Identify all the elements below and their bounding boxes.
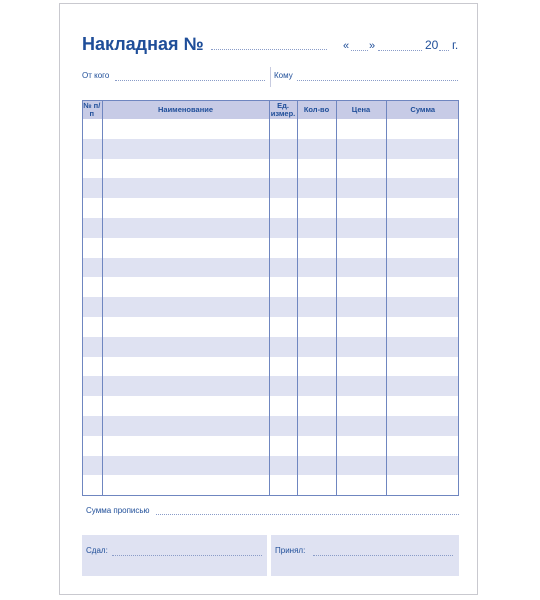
- table-cell[interactable]: [82, 456, 102, 476]
- table-cell[interactable]: [297, 277, 336, 297]
- table-cell[interactable]: [269, 317, 297, 337]
- table-cell[interactable]: [336, 357, 386, 377]
- table-cell[interactable]: [297, 416, 336, 436]
- date-year-field[interactable]: [439, 50, 449, 51]
- table-cell[interactable]: [82, 357, 102, 377]
- table-cell[interactable]: [386, 277, 459, 297]
- table-cell[interactable]: [336, 396, 386, 416]
- table-cell[interactable]: [102, 218, 269, 238]
- from-to-divider: [270, 67, 271, 87]
- table-row: [82, 396, 459, 416]
- date-open-quote: «: [343, 40, 350, 52]
- table-cell[interactable]: [336, 297, 386, 317]
- table-cell[interactable]: [297, 198, 336, 218]
- date-month-field[interactable]: [378, 50, 422, 51]
- to-label: Кому: [274, 71, 293, 80]
- table-cell[interactable]: [386, 376, 459, 396]
- table-cell[interactable]: [297, 178, 336, 198]
- year-suffix: г.: [452, 38, 459, 52]
- table-cell[interactable]: [82, 277, 102, 297]
- table-row: [82, 178, 459, 198]
- table-cell[interactable]: [386, 178, 459, 198]
- table-cell[interactable]: [102, 317, 269, 337]
- handed-signature-box[interactable]: [82, 535, 267, 576]
- table-cell[interactable]: [386, 119, 459, 139]
- table-cell[interactable]: [297, 119, 336, 139]
- table-cell[interactable]: [386, 396, 459, 416]
- table-cell[interactable]: [297, 139, 336, 159]
- table-cell[interactable]: [386, 218, 459, 238]
- table-row: [82, 317, 459, 337]
- table-row: [82, 416, 459, 436]
- table-cell[interactable]: [336, 337, 386, 357]
- table-cell[interactable]: [297, 238, 336, 258]
- table-cell[interactable]: [269, 436, 297, 456]
- table-cell[interactable]: [82, 159, 102, 179]
- table-cell[interactable]: [269, 218, 297, 238]
- table-cell[interactable]: [336, 376, 386, 396]
- table-cell[interactable]: [82, 297, 102, 317]
- table-cell[interactable]: [82, 396, 102, 416]
- table-cell[interactable]: [102, 258, 269, 278]
- table-cell[interactable]: [82, 238, 102, 258]
- col-header-unit: Ед. измер.: [270, 100, 296, 118]
- table-row: [82, 475, 459, 495]
- table-cell[interactable]: [269, 238, 297, 258]
- table-cell[interactable]: [82, 416, 102, 436]
- table-cell[interactable]: [102, 178, 269, 198]
- table-cell[interactable]: [82, 198, 102, 218]
- table-cell[interactable]: [336, 436, 386, 456]
- col-header-name: Наименование: [102, 100, 269, 119]
- table-cell[interactable]: [102, 238, 269, 258]
- from-label: От кого: [82, 71, 110, 80]
- table-cell[interactable]: [297, 258, 336, 278]
- table-cell[interactable]: [82, 436, 102, 456]
- date-close-quote: »: [369, 40, 376, 52]
- table-cell[interactable]: [386, 357, 459, 377]
- table-cell[interactable]: [82, 317, 102, 337]
- table-cell[interactable]: [102, 198, 269, 218]
- table-cell[interactable]: [82, 376, 102, 396]
- table-cell[interactable]: [336, 139, 386, 159]
- table-row: [82, 297, 459, 317]
- table-cell[interactable]: [336, 456, 386, 476]
- table-cell[interactable]: [336, 178, 386, 198]
- table-cell[interactable]: [336, 218, 386, 238]
- received-signature-line: [313, 555, 453, 556]
- received-label: Принял:: [275, 546, 306, 555]
- table-cell[interactable]: [269, 277, 297, 297]
- table-cell[interactable]: [269, 297, 297, 317]
- table-row: [82, 277, 459, 297]
- table-row: [82, 218, 459, 238]
- table-cell[interactable]: [82, 178, 102, 198]
- table-cell[interactable]: [269, 139, 297, 159]
- table-cell[interactable]: [336, 258, 386, 278]
- to-field[interactable]: [297, 80, 458, 81]
- table-cell[interactable]: [386, 317, 459, 337]
- table-cell[interactable]: [336, 159, 386, 179]
- table-header-row: [82, 100, 459, 119]
- handed-label: Сдал:: [86, 546, 108, 555]
- invoice-sheet: [59, 3, 478, 595]
- table-cell[interactable]: [336, 277, 386, 297]
- table-cell[interactable]: [336, 238, 386, 258]
- table-cell[interactable]: [297, 456, 336, 476]
- table-body: [82, 119, 459, 495]
- table-cell[interactable]: [269, 337, 297, 357]
- table-cell[interactable]: [297, 159, 336, 179]
- year-prefix: 20: [425, 38, 439, 52]
- table-cell[interactable]: [269, 178, 297, 198]
- table-cell[interactable]: [386, 198, 459, 218]
- date-day-field[interactable]: [351, 50, 368, 51]
- table-cell[interactable]: [386, 258, 459, 278]
- table-cell[interactable]: [102, 475, 269, 495]
- table-row: [82, 436, 459, 456]
- table-cell[interactable]: [82, 119, 102, 139]
- table-cell[interactable]: [269, 198, 297, 218]
- sum-in-words-field[interactable]: [156, 514, 459, 515]
- table-cell[interactable]: [336, 198, 386, 218]
- table-cell[interactable]: [102, 436, 269, 456]
- table-cell[interactable]: [386, 337, 459, 357]
- table-cell[interactable]: [102, 416, 269, 436]
- table-row: [82, 238, 459, 258]
- table-cell[interactable]: [269, 416, 297, 436]
- form-title: Накладная №: [82, 34, 204, 54]
- table-row: [82, 159, 459, 179]
- table-row: [82, 119, 459, 139]
- table-cell[interactable]: [386, 238, 459, 258]
- table-cell[interactable]: [297, 436, 336, 456]
- table-cell[interactable]: [102, 396, 269, 416]
- table-cell[interactable]: [269, 475, 297, 495]
- table-cell[interactable]: [269, 396, 297, 416]
- table-cell[interactable]: [386, 436, 459, 456]
- table-cell[interactable]: [386, 297, 459, 317]
- table-row: [82, 337, 459, 357]
- table-cell[interactable]: [336, 317, 386, 337]
- col-header-sum: Сумма: [386, 100, 459, 119]
- table-cell[interactable]: [336, 119, 386, 139]
- table-cell[interactable]: [102, 119, 269, 139]
- table-cell[interactable]: [269, 119, 297, 139]
- table-row: [82, 376, 459, 396]
- table-cell[interactable]: [386, 139, 459, 159]
- table-cell[interactable]: [386, 456, 459, 476]
- table-cell[interactable]: [82, 139, 102, 159]
- table-cell[interactable]: [386, 475, 459, 495]
- table-cell[interactable]: [297, 376, 336, 396]
- col-header-number: № п/п: [83, 100, 101, 118]
- table-cell[interactable]: [297, 218, 336, 238]
- table-cell[interactable]: [297, 475, 336, 495]
- received-signature-box[interactable]: [271, 535, 459, 576]
- table-row: [82, 258, 459, 278]
- table-cell[interactable]: [102, 277, 269, 297]
- table-cell[interactable]: [102, 456, 269, 476]
- table-cell[interactable]: [297, 337, 336, 357]
- table-cell[interactable]: [297, 396, 336, 416]
- table-row: [82, 357, 459, 377]
- table-cell[interactable]: [82, 337, 102, 357]
- table-cell[interactable]: [269, 376, 297, 396]
- items-table: [82, 100, 459, 495]
- table-cell[interactable]: [102, 139, 269, 159]
- table-cell[interactable]: [102, 357, 269, 377]
- table-cell[interactable]: [102, 376, 269, 396]
- table-cell[interactable]: [82, 218, 102, 238]
- table-cell[interactable]: [269, 258, 297, 278]
- from-field[interactable]: [115, 80, 265, 81]
- handed-signature-line: [112, 555, 262, 556]
- table-cell[interactable]: [82, 258, 102, 278]
- table-cell[interactable]: [386, 159, 459, 179]
- table-cell[interactable]: [386, 416, 459, 436]
- col-header-quantity: Кол-во: [297, 100, 336, 119]
- sum-in-words-label: Сумма прописью: [86, 506, 150, 515]
- table-cell[interactable]: [269, 357, 297, 377]
- table-cell[interactable]: [102, 159, 269, 179]
- table-row: [82, 198, 459, 218]
- table-cell[interactable]: [297, 317, 336, 337]
- table-cell[interactable]: [102, 337, 269, 357]
- table-cell[interactable]: [336, 416, 386, 436]
- table-row: [82, 456, 459, 476]
- table-cell[interactable]: [297, 357, 336, 377]
- invoice-number-field[interactable]: [211, 49, 327, 50]
- table-cell[interactable]: [269, 159, 297, 179]
- table-cell[interactable]: [102, 297, 269, 317]
- table-cell[interactable]: [336, 475, 386, 495]
- table-row: [82, 139, 459, 159]
- table-cell[interactable]: [82, 475, 102, 495]
- table-cell[interactable]: [297, 297, 336, 317]
- col-header-price: Цена: [336, 100, 386, 119]
- table-cell[interactable]: [269, 456, 297, 476]
